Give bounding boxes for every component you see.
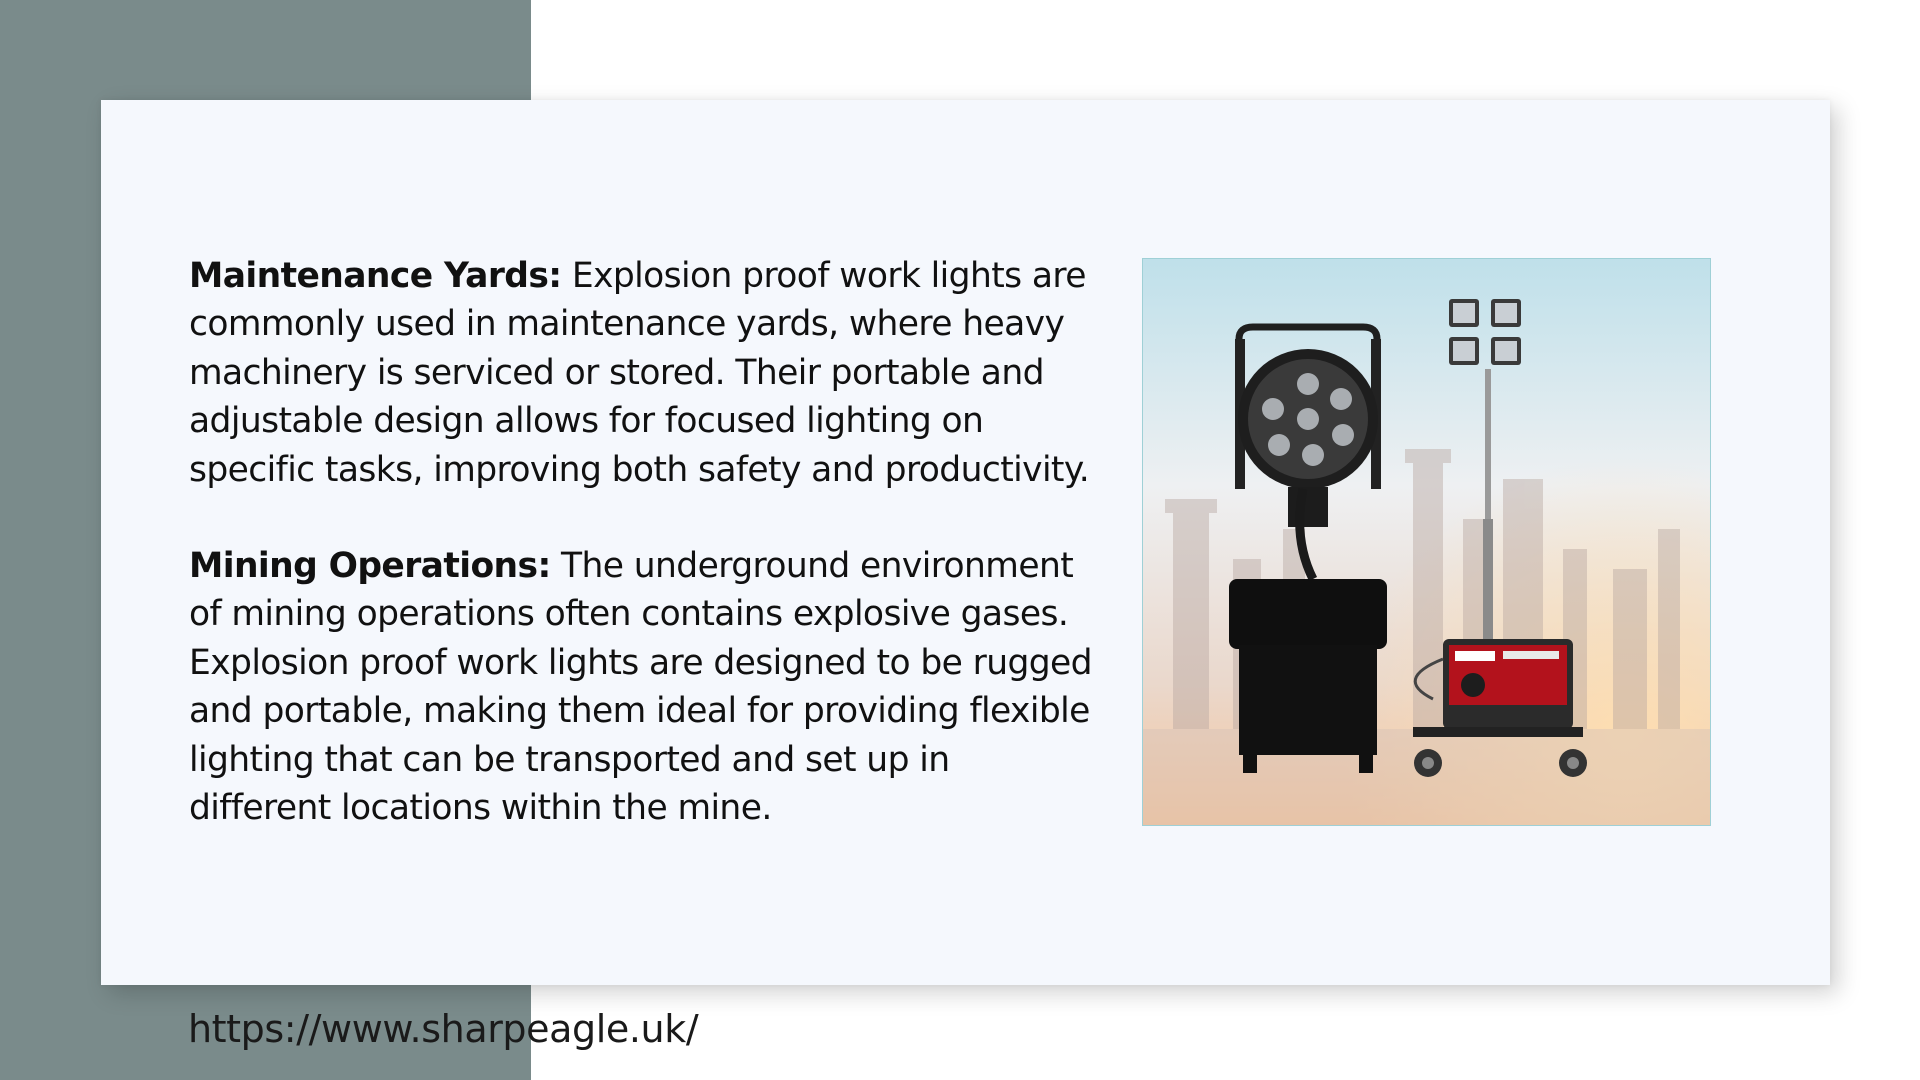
section-body: Explosion proof work lights are commonly used in maintenance yards, where heavy machinery is serviced or stored. Their portable and adjustable design allows for focused lighting on specific tasks, improving both safety and productivity.	[189, 256, 1090, 490]
product-photo	[1142, 258, 1711, 826]
work-lights-illustration	[1143, 259, 1710, 825]
section-heading: Mining Operations:	[189, 546, 551, 587]
section-heading: Maintenance Yards:	[189, 256, 562, 296]
content-card	[101, 100, 1830, 985]
text-block	[189, 252, 1099, 880]
section-maintenance-yards	[189, 252, 1099, 494]
section-body: The underground environment of mining operations often contains explosive gases. Explosion proof work lights are designed to be rugged and portable, making them ideal for providing flexible lighting that can be transported and set up in different locations within the mine.	[189, 546, 1092, 829]
footer-website-link[interactable]: https://www.sharpeagle.uk/	[188, 1007, 699, 1051]
section-mining-operations	[189, 542, 1099, 832]
